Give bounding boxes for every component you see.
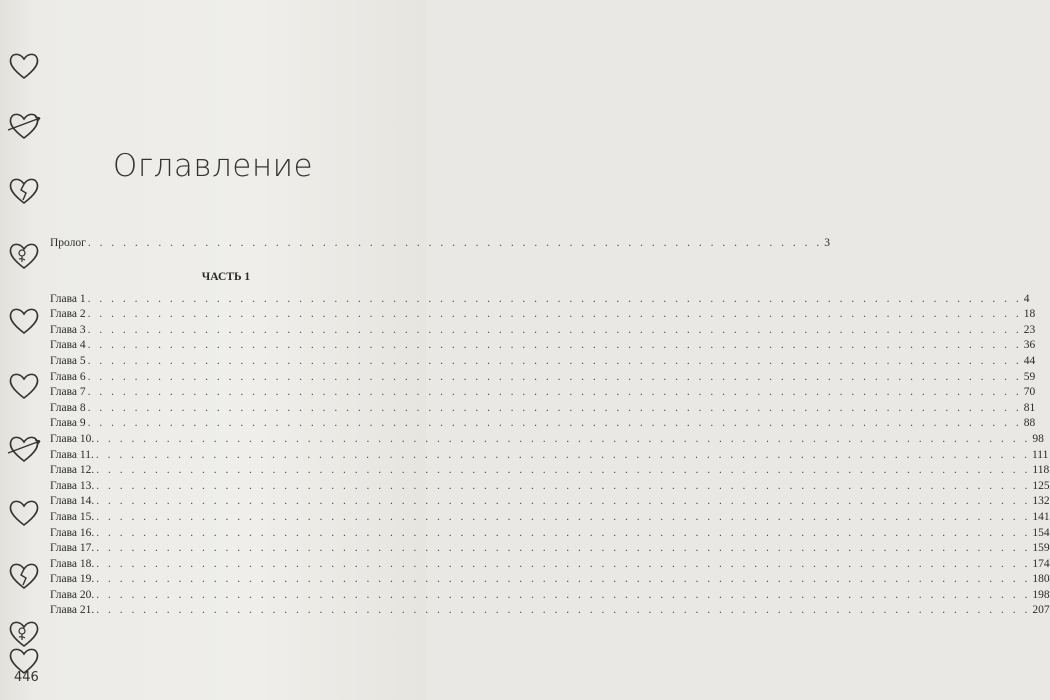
page-title: Оглавление xyxy=(112,148,314,184)
toc-entry-label: Глава 10. xyxy=(50,432,95,445)
toc-entry[interactable] xyxy=(50,541,1050,557)
dot-leader: . . . . . . . . . . . . . . . . . . . . . . . . . . . . . . . . . . . . . . . . . . . . . . . . . . . . . . . . . . . . . . . . . . . . . . . . . . . . . . . . xyxy=(87,370,1022,383)
dot-leader: . . . . . . . . . . . . . . . . . . . . . . . . . . . . . . . . . . . . . . . . . . . . . . . . . . . . . . . . . . . . . . . . . . . . . . . . . . . . . . . . xyxy=(87,401,1022,414)
toc-entry-page: 70 xyxy=(1023,386,1036,399)
toc-entry-label: Глава 12. xyxy=(50,464,95,477)
chapter-list xyxy=(50,292,1050,619)
heart-arrow-icon xyxy=(6,110,42,142)
dot-leader: . . . . . . . . . . . . . . . . . . . . . . . . . . . . . . . . . . . . . . . . . . . . . . . . . . . . . . . . . . . . . . . . . . . . . . . . . . . . . . . . xyxy=(87,292,1022,305)
page-number: 446 xyxy=(14,670,39,685)
toc-entry-page: 174 xyxy=(1032,557,1050,570)
dot-leader: . . . . . . . . . . . . . . . . . . . . . . . . . . . . . . . . . . . . . . . . . . . . . . . . . . . . . . . . . . . . . . . . . . . . . . . . . . . . . . . . xyxy=(96,510,1031,523)
dot-leader: . . . . . . . . . . . . . . . . . . . . . . . . . . . . . . . . . . . . . . . . . . . . . . . . . . . . . . . . . . . . . . . . . . . . . . . . . . . . . . . . xyxy=(96,542,1031,555)
floral-heart-icon xyxy=(6,240,42,272)
toc-entry-page: 207 xyxy=(1032,604,1050,617)
toc-entry[interactable] xyxy=(50,448,1049,464)
toc-entry[interactable] xyxy=(50,370,1036,386)
toc-entry-page: 3 xyxy=(824,237,830,249)
toc-entry[interactable] xyxy=(50,416,1036,432)
toc-entry-label: Глава 14. xyxy=(50,495,95,508)
toc-entry-page: 23 xyxy=(1023,323,1036,336)
toc-entry-prolog[interactable] xyxy=(50,236,830,252)
toc-entry-page: 36 xyxy=(1023,339,1036,352)
dot-leader: . . . . . . . . . . . . . . . . . . . . . . . . . . . . . . . . . . . . . . . . . . . . . . . . . . . . . . . . . . . . . . . . . . . . . . . . . . . . . . . . xyxy=(96,604,1031,617)
toc-entry-page: 111 xyxy=(1031,448,1049,461)
toc-entry-page: 98 xyxy=(1032,432,1044,445)
toc-entry-label: Пролог xyxy=(50,237,86,249)
heart-icon xyxy=(6,370,42,402)
toc-entry-label: Глава 15. xyxy=(50,510,95,523)
dot-leader: . . . . . . . . . . . . . . . . . . . . . . . . . . . . . . . . . . . . . . . . . . . . . . . . . . . . . . . . . . . . . . . . . . . . . . . . . . . . . . . . xyxy=(96,526,1031,539)
toc-entry[interactable] xyxy=(50,323,1036,339)
toc-entry-label: Глава 4 xyxy=(50,339,86,352)
toc-entry-label: Глава 8 xyxy=(50,401,86,414)
toc-entry[interactable] xyxy=(50,479,1050,495)
toc-entry[interactable] xyxy=(50,401,1036,417)
toc-entry-label: Глава 18. xyxy=(50,557,95,570)
dot-leader: . . . . . . . . . . . . . . . . . . . . . . . . . . . . . . . . . . . . . . . . . . . . . . . . . . . . . . . . . . . . . . . . . . . . . . . . . . . . . . . . xyxy=(96,464,1031,477)
toc-entry[interactable] xyxy=(50,494,1050,510)
dot-leader: . . . . . . . . . . . . . . . . . . . . . . . . . . . . . . . . . . . . . . . . . . . . . . . . . . . . . . . . . . . . . . . . . . . . . . . . . . . . . . . . xyxy=(96,495,1031,508)
toc-entry-label: Глава 11. xyxy=(50,448,94,461)
heart-icon xyxy=(6,305,42,337)
toc-entry-page: 88 xyxy=(1023,417,1036,430)
dot-leader: . . . . . . . . . . . . . . . . . . . . . . . . . . . . . . . . . . . . . . . . . . . . . . . . . . . . . . . . . . . . . . . . . . . . . . . . . . . . . . . . xyxy=(87,386,1022,399)
broken-heart-icon xyxy=(6,560,42,592)
heart-icon xyxy=(6,50,42,82)
toc-entry-label: Глава 6 xyxy=(50,370,86,383)
toc-entry-page: 154 xyxy=(1032,526,1050,539)
toc-entry[interactable] xyxy=(50,572,1050,588)
dot-leader: . . . . . . . . . . . . . . . . . . . . . . . . . . . . . . . . . . . . . . . . . . . . . . . . . . . . . . . . . . . . . . . . . . . . . . . . . . . . . . . . xyxy=(95,448,1030,461)
toc-entry-label: Глава 16. xyxy=(50,526,95,539)
part-heading: ЧАСТЬ 1 xyxy=(201,270,251,283)
heart-arrow-icon xyxy=(6,433,42,465)
dot-leader: . . . . . . . . . . . . . . . . . . . . . . . . . . . . . . . . . . . . . . . . . . . . . . . . . . . . . . . . . . . . . . . . . . . . . . . . . . . . . . . . xyxy=(87,308,1022,321)
dot-leader: . . . . . . . . . . . . . . . . . . . . . . . . . . . . . . . . . . . . . . . . . . . . . . . . . . . . . . . . . . . . . . . . . . . . . . . . . . . . . . . . xyxy=(96,557,1031,570)
toc-entry[interactable] xyxy=(50,510,1050,526)
toc-entry-page: 141 xyxy=(1032,510,1050,523)
toc-entry[interactable] xyxy=(50,603,1050,619)
toc-entry-page: 159 xyxy=(1032,542,1050,555)
toc-entry-label: Глава 7 xyxy=(50,386,86,399)
toc-entry-label: Глава 21. xyxy=(50,604,95,617)
toc-entry-page: 198 xyxy=(1032,588,1050,601)
heart-ornament-column xyxy=(6,40,46,680)
toc-entry-label: Глава 3 xyxy=(50,323,86,336)
toc-entry[interactable] xyxy=(50,292,1030,308)
toc-entry[interactable] xyxy=(50,354,1036,370)
toc-entry[interactable] xyxy=(50,307,1036,323)
heart-icon xyxy=(6,497,42,529)
toc-entry[interactable] xyxy=(50,385,1036,401)
toc-entry[interactable] xyxy=(50,432,1044,448)
dot-leader: . . . . . . . . . . . . . . . . . . . . . . . . . . . . . . . . . . . . . . . . . . . . . . . . . . . . . . . . . . . . . . . . . . . . . . . . . . . . . . . . xyxy=(87,354,1022,367)
toc-entry[interactable] xyxy=(50,588,1050,604)
toc-entry-label: Глава 1 xyxy=(50,292,86,305)
dot-leader: . . . . . . . . . . . . . . . . . . . . . . . . . . . . . . . . . . . . . . . . . . . . . . . . . . . . . . . . . . . . . . . . . . . . . . . . . . . . . . . . xyxy=(96,479,1031,492)
toc-entry-page: 18 xyxy=(1023,308,1036,321)
toc-entry-label: Глава 19. xyxy=(50,573,95,586)
toc-entry-label: Глава 5 xyxy=(50,354,86,367)
dot-leader: . . . . . . . . . . . . . . . . . . . . . . . . . . . . . . . . . . . . . . . . . . . . . . . . . . . . . . . . . . . . . . . . . . . . . . . . . . . . . . . . xyxy=(96,573,1031,586)
toc-entry-label: Глава 13. xyxy=(50,479,95,492)
dot-leader: . . . . . . . . . . . . . . . . . . . . . . . . . . . . . . . . . . . . . . . . . . . . . . . . . . . . . . . . . . . . . . . xyxy=(87,237,823,249)
dot-leader: . . . . . . . . . . . . . . . . . . . . . . . . . . . . . . . . . . . . . . . . . . . . . . . . . . . . . . . . . . . . . . . . . . . . . . . . . . . . . . . . xyxy=(87,417,1022,430)
toc-entry-page: 81 xyxy=(1023,401,1036,414)
toc-entry-label: Глава 20. xyxy=(50,588,95,601)
toc-entry[interactable] xyxy=(50,557,1050,573)
toc-entry-label: Глава 17. xyxy=(50,542,95,555)
toc-entry-page: 180 xyxy=(1032,573,1050,586)
toc-entry-page: 118 xyxy=(1032,464,1050,477)
toc-entry[interactable] xyxy=(50,526,1050,542)
toc-entry-page: 4 xyxy=(1023,292,1030,305)
toc-entry-page: 59 xyxy=(1023,370,1036,383)
dot-leader: . . . . . . . . . . . . . . . . . . . . . . . . . . . . . . . . . . . . . . . . . . . . . . . . . . . . . . . . . . . . . . . . . . . . . . . . . . . . . . . . xyxy=(87,323,1022,336)
dot-leader: . . . . . . . . . . . . . . . . . . . . . . . . . . . . . . . . . . . . . . . . . . . . . . . . . . . . . . . . . . . . . . . . . . . . . . . . . . . . . . . . xyxy=(87,339,1022,352)
toc-entry-page: 132 xyxy=(1032,495,1050,508)
toc-entry-label: Глава 9 xyxy=(50,417,86,430)
toc-entry-page: 44 xyxy=(1023,354,1036,367)
toc-entry-page: 125 xyxy=(1032,479,1050,492)
dot-leader: . . . . . . . . . . . . . . . . . . . . . . . . . . . . . . . . . . . . . . . . . . . . . . . . . . . . . . . . . . . . . . . . . . . . . . . . . . . . . . . . xyxy=(96,588,1031,601)
toc-entry-label: Глава 2 xyxy=(50,308,86,321)
toc-entry[interactable] xyxy=(50,463,1050,479)
table-of-contents xyxy=(50,236,1050,619)
toc-entry[interactable] xyxy=(50,338,1036,354)
dot-leader: . . . . . . . . . . . . . . . . . . . . . . . . . . . . . . . . . . . . . . . . . . . . . . . . . . . . . . . . . . . . . . . . . . . . . . . . . . . . . . . . xyxy=(96,432,1031,445)
